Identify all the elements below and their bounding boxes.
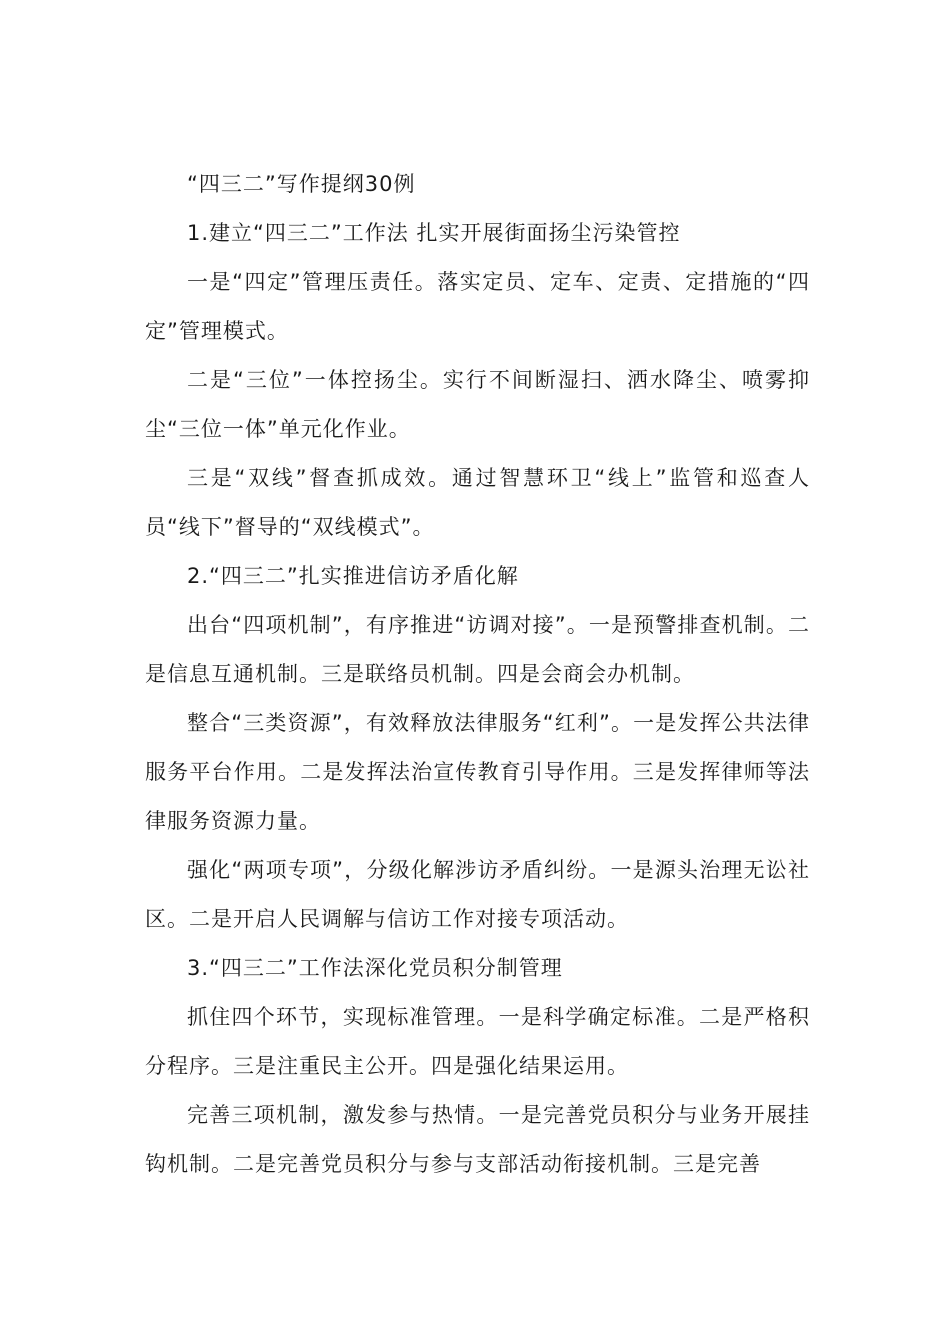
paragraph: 三是“双线”督查抓成效。通过智慧环卫“线上”监管和巡查人员“线下”督导的“双线模式”。 (145, 466, 810, 539)
section-heading-3: 3.“四三二”工作法深化党员积分制管理 (187, 956, 563, 980)
document-title: “四三二”写作提纲30例 (187, 172, 416, 196)
document-body (145, 160, 810, 1189)
paragraph: 整合“三类资源”，有效释放法律服务“红利”。一是发挥公共法律服务平台作用。二是发挥法治宣传教育引导作用。三是发挥律师等法律服务资源力量。 (145, 711, 810, 833)
paragraph: 抓住四个环节，实现标准管理。一是科学确定标准。二是严格积分程序。三是注重民主公开。四是强化结果运用。 (145, 1005, 810, 1078)
paragraph: 一是“四定”管理压责任。落实定员、定车、定责、定措施的“四定”管理模式。 (145, 270, 810, 343)
paragraph: 强化“两项专项”，分级化解涉访矛盾纠纷。一是源头治理无讼社区。二是开启人民调解与信访工作对接专项活动。 (145, 858, 810, 931)
section-heading-2: 2.“四三二”扎实推进信访矛盾化解 (187, 564, 519, 588)
paragraph: 出台“四项机制”，有序推进“访调对接”。一是预警排查机制。二是信息互通机制。三是联络员机制。四是会商会办机制。 (145, 613, 810, 686)
paragraph: 完善三项机制，激发参与热情。一是完善党员积分与业务开展挂钩机制。二是完善党员积分与参与支部活动衔接机制。三是完善 (145, 1103, 810, 1176)
section-heading-1: 1.建立“四三二”工作法 扎实开展街面扬尘污染管控 (187, 221, 681, 245)
paragraph: 二是“三位”一体控扬尘。实行不间断湿扫、洒水降尘、喷雾抑尘“三位一体”单元化作业。 (145, 368, 810, 441)
